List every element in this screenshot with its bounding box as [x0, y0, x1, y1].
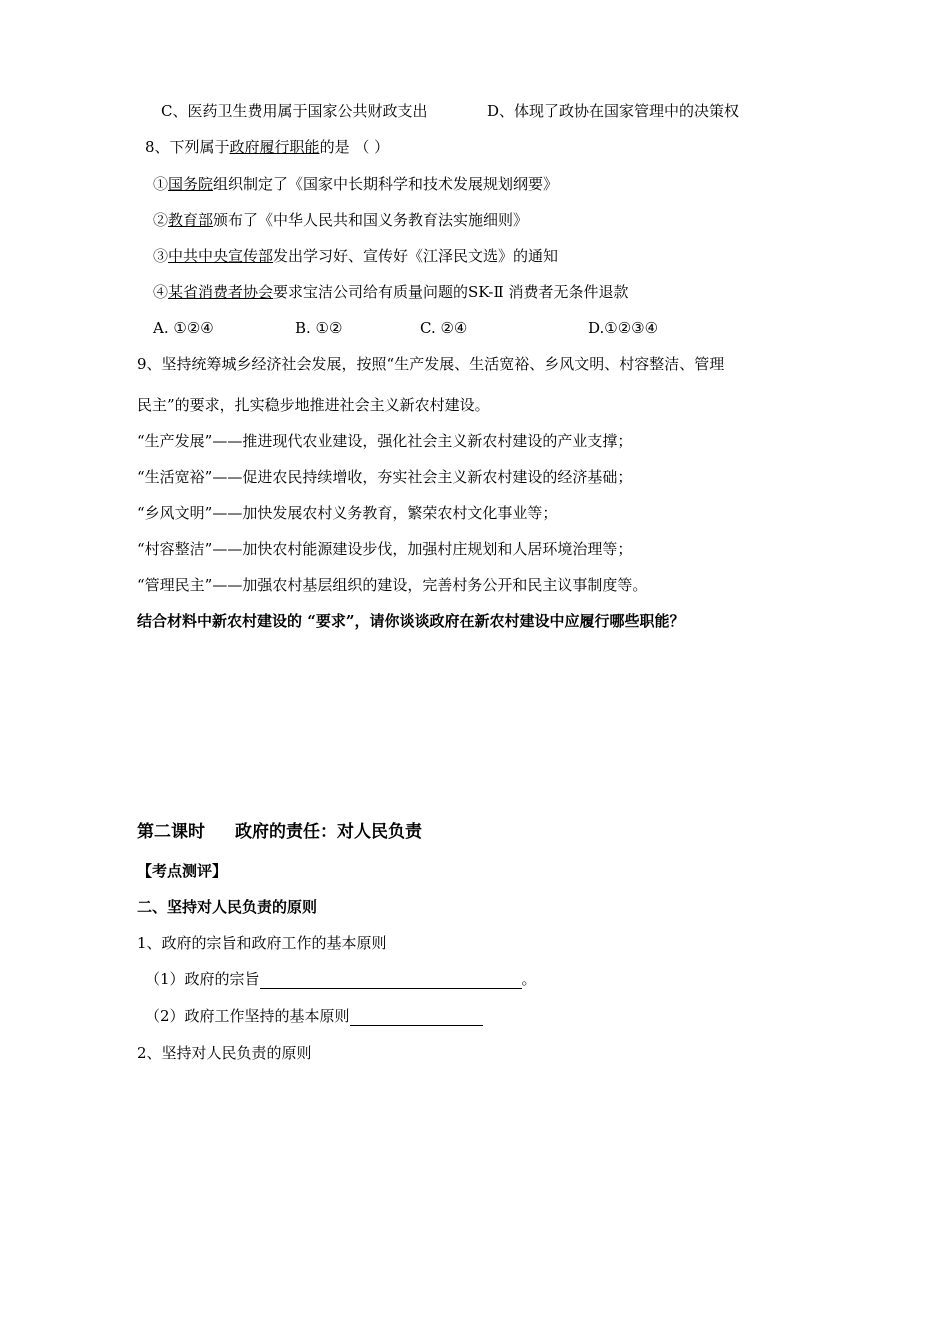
section-heading: 二、坚持对人民负责的原则 — [137, 898, 318, 916]
sub-item-1-label: （1）政府的宗旨 — [145, 970, 260, 988]
q9-stem-line-2: 民主”的要求，扎实稳步地推进社会主义新农村建设。 — [137, 396, 490, 414]
q9-point-2: “生活宽裕”——促进农民持续增收，夯实社会主义新农村建设的经济基础； — [137, 468, 633, 486]
sub-item-1-end: 。 — [521, 970, 537, 988]
q8-item-subject: 国务院 — [168, 175, 214, 193]
q9-question: 结合材料中新农村建设的 “要求”，请你谈谈政府在新农村建设中应履行哪些职能？ — [137, 612, 685, 630]
sub-item-2 — [145, 1006, 483, 1026]
q9-point-3: “乡风文明”——加快发展农村义务教育，繁荣农村文化事业等； — [137, 504, 558, 522]
q8-stem-suffix: 的是 （ ） — [319, 138, 390, 156]
sub-item-2-label: （2）政府工作坚持的基本原则 — [145, 1007, 350, 1025]
q8-item-number: ④ — [153, 283, 169, 301]
answer-blank-2[interactable] — [350, 1007, 483, 1026]
q9-stem-line-1: 9、坚持统筹城乡经济社会发展，按照“生产发展、生活宽裕、乡风文明、村容整洁、管理 — [137, 355, 725, 373]
q8-item-4 — [153, 282, 628, 302]
q8-item-number: ② — [153, 211, 169, 229]
q8-item-subject: 中共中央宣传部 — [168, 247, 274, 265]
section-tag: 【考点测评】 — [137, 862, 228, 880]
q9-point-5: “管理民主”——加强农村基层组织的建设，完善村务公开和民主议事制度等。 — [137, 576, 648, 594]
q8-item-1 — [153, 174, 558, 194]
item-1: 1、政府的宗旨和政府工作的基本原则 — [137, 934, 387, 952]
q8-item-3 — [153, 246, 558, 266]
lesson-topic: 政府的责任：对人民负责 — [235, 822, 422, 842]
answer-blank-1[interactable] — [260, 970, 522, 989]
q8-option-c: C. ②④ — [420, 319, 468, 337]
q8-item-text: 发出学习好、宣传好《江泽民文选》的通知 — [273, 247, 559, 265]
q8-item-subject: 某省消费者协会 — [168, 283, 274, 301]
lesson-title — [137, 822, 422, 842]
q8-item-2 — [153, 210, 528, 230]
lesson-number: 第二课时 — [137, 822, 205, 842]
q8-item-number: ③ — [153, 247, 169, 265]
sub-item-1 — [145, 969, 537, 989]
q8-item-subject: 教育部 — [168, 211, 214, 229]
q8-item-text: 组织制定了《国家中长期科学和技术发展规划纲要》 — [213, 175, 559, 193]
q7-option-d: D、体现了政协在国家管理中的决策权 — [487, 102, 740, 120]
q9-point-4: “村容整洁”——加快农村能源建设步伐，加强村庄规划和人居环境治理等； — [137, 540, 633, 558]
q9-point-1: “生产发展”——推进现代农业建设，强化社会主义新农村建设的产业支撑； — [137, 432, 633, 450]
q8-stem-key: 政府履行职能 — [229, 138, 320, 156]
q8-option-a: A. ①②④ — [153, 319, 214, 337]
q7-option-c: C、医药卫生费用属于国家公共财政支出 — [161, 102, 428, 120]
q8-item-text: 颁布了《中华人民共和国义务教育法实施细则》 — [213, 211, 529, 229]
q8-stem — [145, 137, 389, 157]
q8-option-d: D.①②③④ — [588, 319, 659, 337]
item-2: 2、坚持对人民负责的原则 — [137, 1044, 312, 1062]
q8-item-text: 要求宝洁公司给有质量问题的SK-Ⅱ 消费者无条件退款 — [273, 283, 629, 301]
q8-option-b: B. ①② — [295, 319, 343, 337]
q8-stem-prefix: 8、下列属于 — [145, 138, 230, 156]
q8-item-number: ① — [153, 175, 169, 193]
